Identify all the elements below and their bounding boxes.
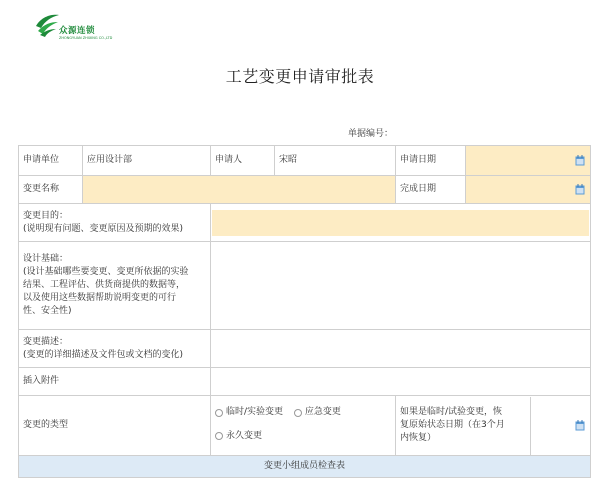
basis-label: [19, 242, 211, 330]
calendar-icon[interactable]: [575, 420, 585, 431]
restore-date-note: [396, 397, 531, 455]
change-type-label: 变更的类型: [19, 396, 211, 456]
radio-temporary-label: 临时/实验变更: [226, 407, 284, 417]
restore-note-2: 复原始状态日期（在3个月: [400, 420, 505, 430]
radio-circle-icon[interactable]: [215, 432, 223, 440]
calendar-icon[interactable]: [575, 184, 585, 195]
purpose-input-highlight[interactable]: [212, 210, 589, 236]
purpose-hint: (说明现有问题、变更原因及预期的效果): [23, 223, 184, 234]
purpose-label: [19, 204, 211, 242]
restore-date-input[interactable]: [531, 397, 590, 455]
purpose-title: 变更目的：: [23, 210, 69, 221]
basis-hint-1: (设计基础哪些要变更、变更所依据的实验: [23, 267, 189, 277]
radio-circle-icon[interactable]: [294, 409, 302, 417]
basis-input[interactable]: [211, 242, 591, 330]
doc-number-label: 单据编号：: [348, 129, 394, 139]
basis-hint-3: 以及使用这些数据帮助说明变更的可行: [23, 293, 177, 303]
applicant-value[interactable]: 宋昭: [275, 146, 396, 176]
restore-note-1: 如果是临时/试验变更，恢: [400, 407, 503, 417]
finish-date-input[interactable]: [466, 176, 591, 204]
applicant-label: 申请人: [211, 146, 275, 176]
radio-emergency-label: 应急变更: [304, 407, 341, 417]
unit-value[interactable]: 应用设计部: [83, 146, 211, 176]
logo-leaf-icon: [34, 12, 60, 38]
radio-circle-icon[interactable]: [215, 409, 223, 417]
basis-hint-4: 性、安全性): [23, 306, 72, 316]
description-input[interactable]: [211, 330, 591, 368]
apply-date-input[interactable]: [466, 146, 591, 176]
radio-permanent-label: 永久变更: [226, 430, 263, 441]
change-request-form: [18, 145, 591, 478]
basis-title: 设计基础：: [23, 254, 69, 264]
radio-emergency[interactable]: [294, 406, 341, 419]
purpose-input[interactable]: [211, 204, 591, 242]
unit-label: 申请单位: [19, 146, 83, 176]
section-header-checklist: 变更小组成员检查表: [19, 456, 591, 478]
attachment-label: 插入附件: [19, 368, 211, 396]
description-title: 变更描述：: [23, 336, 69, 347]
change-name-input[interactable]: [83, 176, 396, 204]
page-title: 工艺变更申请审批表: [225, 67, 375, 86]
calendar-icon[interactable]: [575, 155, 585, 166]
apply-date-label: 申请日期: [396, 146, 466, 176]
change-type-options: [211, 396, 396, 456]
attachment-input[interactable]: [211, 368, 591, 396]
basis-hint-2: 结果、工程评估、供货商提供的数据等，: [23, 280, 186, 290]
radio-temporary[interactable]: [215, 406, 283, 419]
finish-date-label: 完成日期: [396, 176, 466, 204]
change-name-label: 变更名称: [19, 176, 83, 204]
logo-name-en: ZHONGYUAN ZHIXING CO.,LTD: [59, 36, 113, 40]
company-logo: [34, 12, 114, 46]
logo-name-cn: 众源连锁: [59, 26, 96, 36]
restore-note-3: 内恢复）: [400, 433, 437, 443]
radio-permanent[interactable]: [215, 430, 262, 443]
description-hint: (变更的详细描述及文件包或文档的变化): [23, 349, 184, 360]
restore-date-cell[interactable]: [396, 396, 591, 456]
description-label: [19, 330, 211, 368]
